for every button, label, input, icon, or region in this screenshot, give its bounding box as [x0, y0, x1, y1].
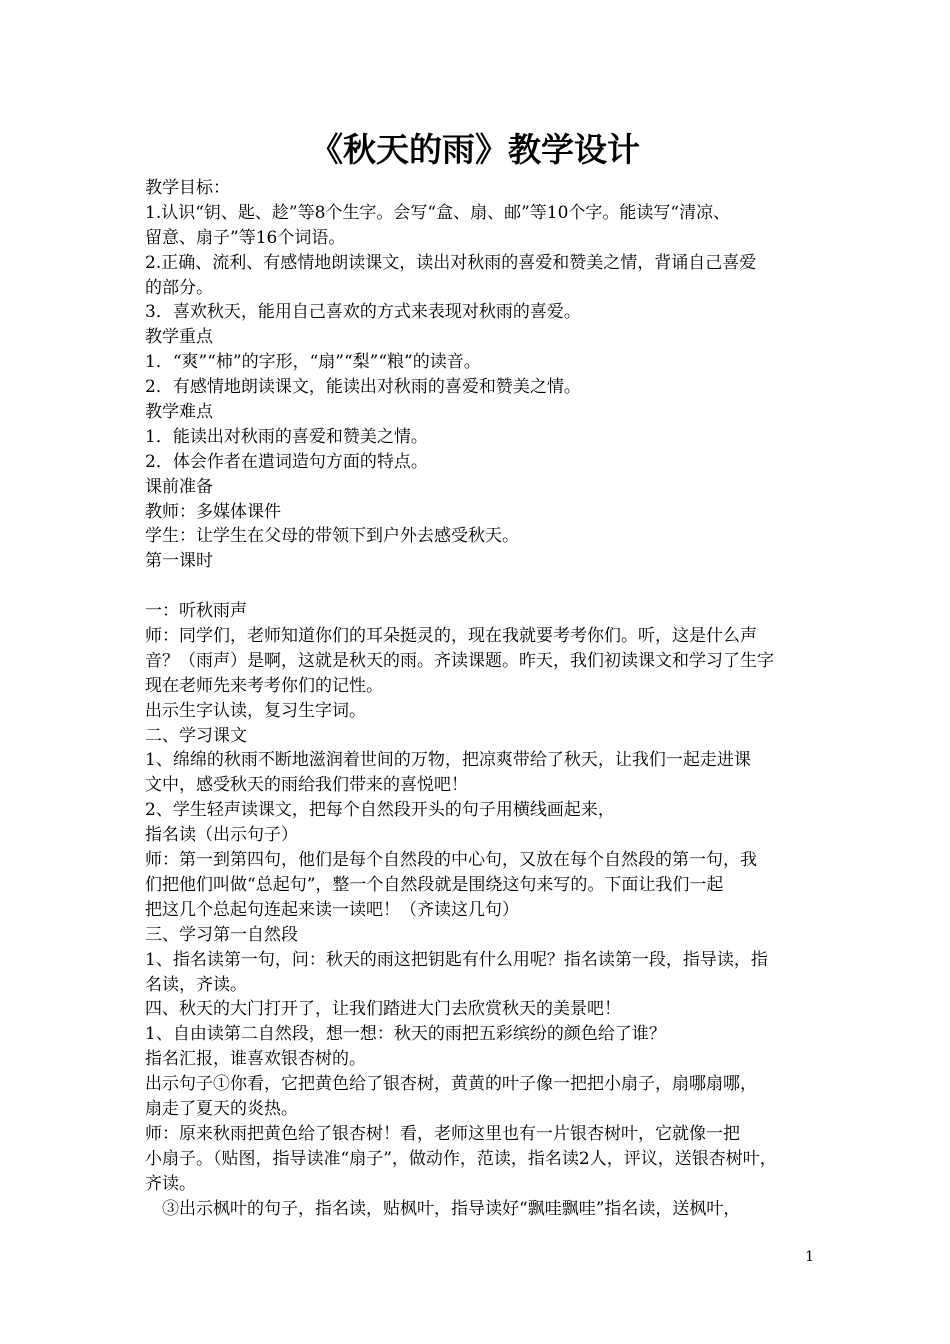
- paragraph-line: 的部分。: [145, 277, 213, 298]
- paragraph-line: 们把他们叫做“总起句”，整一个自然段就是围绕这句来写的。下面让我们一起: [145, 874, 724, 895]
- paragraph-line: 1、指名读第一句，问：秋天的雨这把钥匙有什么用呢？指名读第一段，指导读，指: [145, 949, 768, 970]
- paragraph-line: 出示生字认读，复习生字词。: [145, 700, 366, 721]
- paragraph-line: 音？（雨声）是啊，这就是秋天的雨。齐读课题。昨天，我们初读课文和学习了生字: [145, 650, 774, 671]
- paragraph-line: 留意、扇子”等16个词语。: [145, 227, 346, 248]
- paragraph-line: 文中，感受秋天的雨给我们带来的喜悦吧！: [145, 775, 468, 796]
- paragraph-line: 指名汇报，谁喜欢银杏树的。: [145, 1049, 366, 1070]
- paragraph-line: 师：第一到第四句，他们是每个自然段的中心句，又放在每个自然段的第一句，我: [145, 850, 757, 871]
- paragraph-line: 师：同学们，老师知道你们的耳朵挺灵的，现在我就要考考你们。听，这是什么声: [145, 626, 757, 647]
- paragraph-line: 出示句子①你看，它把黄色给了银杏树，黄黄的叶子像一把把小扇子，扇哪扇哪，: [145, 1074, 757, 1095]
- paragraph-line: 师：原来秋雨把黄色给了银杏树！看，老师这里也有一片银杏树叶，它就像一把: [145, 1123, 740, 1144]
- paragraph-line: 把这几个总起句连起来读一读吧！（齐读这几句）: [145, 899, 519, 920]
- paragraph-line: 现在老师先来考考你们的记性。: [145, 675, 383, 696]
- paragraph-line: 小扇子。（贴图，指导读准“扇子”，做动作，范读，指名读2人，评议，送银杏树叶，: [145, 1148, 777, 1169]
- paragraph-line: 2.正确、流利、有感情地朗读课文，读出对秋雨的喜爱和赞美之情，背诵自己喜爱: [145, 252, 757, 273]
- document-title: 《秋天的雨》教学设计: [310, 130, 640, 169]
- section-heading-part-one: 一：听秋雨声: [145, 601, 247, 622]
- paragraph-line: 2、学生轻声读课文，把每个自然段开头的句子用横线画起来，: [145, 800, 615, 821]
- paragraph-line: 3．喜欢秋天，能用自己喜欢的方式来表现对秋雨的喜爱。: [145, 302, 581, 323]
- blank-line: [145, 574, 815, 599]
- paragraph-line: 2．有感情地朗读课文，能读出对秋雨的喜爱和赞美之情。: [145, 377, 581, 398]
- paragraph-line: 1．能读出对秋雨的喜爱和赞美之情。: [145, 426, 428, 447]
- section-heading-key-points: 教学重点: [145, 327, 213, 348]
- paragraph-line: 指名读（出示句子）: [145, 825, 298, 846]
- section-heading-first-lesson: 第一课时: [145, 551, 213, 572]
- document-body: [145, 176, 815, 1221]
- paragraph-line: 学生：让学生在父母的带领下到户外去感受秋天。: [145, 526, 519, 547]
- paragraph-line: 齐读。: [145, 1173, 196, 1194]
- section-heading-part-four: 四、秋天的大门打开了，让我们踏进大门去欣赏秋天的美景吧！: [145, 999, 621, 1020]
- paragraph-line: 2．体会作者在遣词造句方面的特点。: [145, 451, 428, 472]
- section-heading-part-three: 三、学习第一自然段: [145, 924, 298, 945]
- paragraph-line: 1．“爽”“柿”的字形，“扇”“梨”“粮”的读音。: [145, 352, 481, 373]
- section-heading-objectives: 教学目标：: [145, 178, 230, 198]
- paragraph-line: 扇走了夏天的炎热。: [145, 1098, 298, 1119]
- paragraph-line: ③出示枫叶的句子，指名读，贴枫叶，指导读好“飘哇飘哇”指名读，送枫叶，: [162, 1198, 741, 1219]
- paragraph-line: 1.认识“钥、匙、趁”等8个生字。会写“盒、扇、邮”等10个字。能读写“清凉、: [145, 202, 731, 223]
- paragraph-line: 教师：多媒体课件: [145, 501, 281, 522]
- paragraph-line: 1、绵绵的秋雨不断地滋润着世间的万物，把凉爽带给了秋天，让我们一起走进课: [145, 750, 751, 771]
- section-heading-difficulties: 教学难点: [145, 402, 213, 423]
- paragraph-line: 1、自由读第二自然段，想一想：秋天的雨把五彩缤纷的颜色给了谁？: [145, 1024, 666, 1045]
- paragraph-line: 名读，齐读。: [145, 974, 247, 995]
- section-heading-preparation: 课前准备: [145, 476, 213, 497]
- section-heading-part-two: 二、学习课文: [145, 725, 247, 746]
- page-number: 1: [805, 1249, 814, 1265]
